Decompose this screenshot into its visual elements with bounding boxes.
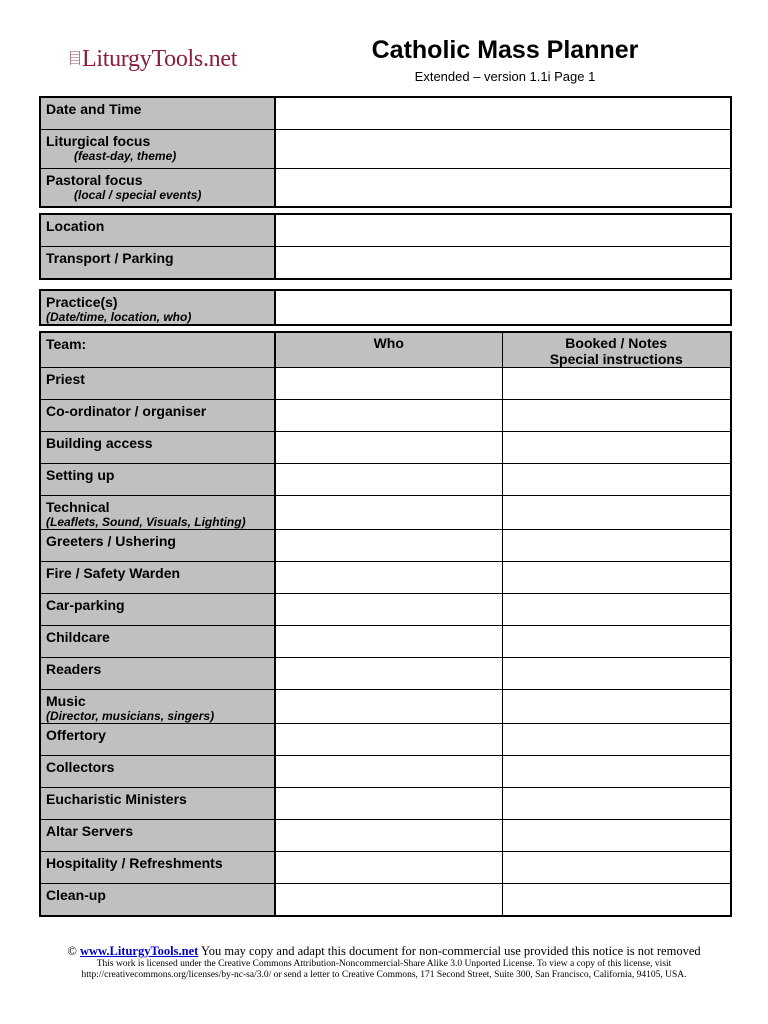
team-notes-field[interactable] — [502, 690, 731, 724]
team-row — [40, 432, 731, 464]
practice-table — [39, 289, 732, 326]
team-notes-field[interactable] — [502, 464, 731, 496]
team-who-field[interactable] — [275, 464, 502, 496]
team-row — [40, 820, 731, 852]
team-row — [40, 690, 731, 724]
location-field[interactable] — [275, 214, 731, 246]
team-role-label: Building access — [40, 432, 275, 464]
page-subtitle: Extended – version 1.1i Page 1 — [414, 69, 596, 84]
team-notes-field[interactable] — [502, 658, 731, 690]
date-time-field[interactable] — [275, 97, 731, 129]
location-table — [39, 213, 732, 280]
team-row — [40, 368, 731, 400]
team-notes-field[interactable] — [502, 852, 731, 884]
team-role-label: Eucharistic Ministers — [40, 788, 275, 820]
team-table — [39, 331, 732, 917]
pastoral-focus-label: Pastoral focus (local / special events) — [40, 168, 275, 207]
team-row — [40, 464, 731, 496]
team-row — [40, 594, 731, 626]
team-notes-field[interactable] — [502, 496, 731, 530]
team-who-field[interactable] — [275, 432, 502, 464]
team-row — [40, 658, 731, 690]
team-who-field[interactable] — [275, 724, 502, 756]
team-role-label: Greeters / Ushering — [40, 530, 275, 562]
team-row — [40, 884, 731, 916]
event-details-table — [39, 96, 732, 208]
footer — [20, 944, 748, 981]
team-notes-field[interactable] — [502, 594, 731, 626]
team-notes-field[interactable] — [502, 788, 731, 820]
team-role-label: Fire / Safety Warden — [40, 562, 275, 594]
team-notes-field[interactable] — [502, 884, 731, 916]
team-header-row — [40, 332, 731, 368]
notes-column-header: Booked / Notes Special instructions — [502, 332, 731, 368]
team-who-field[interactable] — [275, 530, 502, 562]
team-who-field[interactable] — [275, 788, 502, 820]
team-notes-field[interactable] — [502, 820, 731, 852]
footer-notice: © www.LiturgyTools.net You may copy and adapt this document for non-commercial use provided this notice is not removed — [67, 944, 701, 958]
date-time-label: Date and Time — [40, 97, 275, 129]
team-role-label: Priest — [40, 368, 275, 400]
footer-link[interactable]: www.LiturgyTools.net — [79, 944, 199, 958]
transport-parking-field[interactable] — [275, 246, 731, 279]
team-role-label: Altar Servers — [40, 820, 275, 852]
team-row — [40, 756, 731, 788]
team-who-field[interactable] — [275, 562, 502, 594]
footer-license-line: This work is licensed under the Creative Commons Attribution-Noncommercial-Share Alike 3.0 Unported License. To view a copy of this license, visit — [96, 959, 672, 969]
team-notes-field[interactable] — [502, 368, 731, 400]
team-header-label: Team: — [40, 332, 275, 368]
team-who-field[interactable] — [275, 884, 502, 916]
team-who-field[interactable] — [275, 400, 502, 432]
logo — [70, 46, 260, 78]
who-column-header: Who — [275, 332, 502, 368]
team-row — [40, 496, 731, 530]
team-who-field[interactable] — [275, 594, 502, 626]
liturgical-focus-label: Liturgical focus (feast-day, theme) — [40, 129, 275, 168]
team-role-label: Setting up — [40, 464, 275, 496]
team-row — [40, 852, 731, 884]
team-role-label: Clean-up — [40, 884, 275, 916]
team-role-label: Music (Director, musicians, singers) — [40, 690, 275, 724]
team-notes-field[interactable] — [502, 562, 731, 594]
team-who-field[interactable] — [275, 756, 502, 788]
team-notes-field[interactable] — [502, 756, 731, 788]
team-notes-field[interactable] — [502, 432, 731, 464]
team-row — [40, 562, 731, 594]
transport-parking-label: Transport / Parking — [40, 246, 275, 279]
team-row — [40, 788, 731, 820]
practice-label: Practice(s) (Date/time, location, who) — [40, 290, 275, 325]
team-role-label: Offertory — [40, 724, 275, 756]
team-who-field[interactable] — [275, 852, 502, 884]
page-title: Catholic Mass Planner — [371, 36, 639, 64]
team-who-field[interactable] — [275, 626, 502, 658]
team-notes-field[interactable] — [502, 400, 731, 432]
location-label: Location — [40, 214, 275, 246]
practice-field[interactable] — [275, 290, 731, 325]
logo-icon — [70, 51, 80, 65]
footer-license-address: http://creativecommons.org/licenses/by-nc-sa/3.0/ or send a letter to Creative Commons, 171 Second Street, Suite 300, San Francisco, California, 94105, USA. — [81, 970, 687, 980]
team-notes-field[interactable] — [502, 724, 731, 756]
team-role-label: Childcare — [40, 626, 275, 658]
team-row — [40, 400, 731, 432]
team-role-label: Co-ordinator / organiser — [40, 400, 275, 432]
team-notes-field[interactable] — [502, 626, 731, 658]
team-row — [40, 626, 731, 658]
team-role-label: Technical (Leaflets, Sound, Visuals, Lighting) — [40, 496, 275, 530]
team-role-label: Hospitality / Refreshments — [40, 852, 275, 884]
team-who-field[interactable] — [275, 658, 502, 690]
team-role-label: Readers — [40, 658, 275, 690]
team-who-field[interactable] — [275, 368, 502, 400]
team-who-field[interactable] — [275, 496, 502, 530]
team-row — [40, 530, 731, 562]
team-row — [40, 724, 731, 756]
team-notes-field[interactable] — [502, 530, 731, 562]
pastoral-focus-field[interactable] — [275, 168, 731, 207]
team-who-field[interactable] — [275, 690, 502, 724]
logo-text: LiturgyTools.net — [82, 46, 238, 72]
team-role-label: Car-parking — [40, 594, 275, 626]
team-role-label: Collectors — [40, 756, 275, 788]
liturgical-focus-field[interactable] — [275, 129, 731, 168]
team-who-field[interactable] — [275, 820, 502, 852]
